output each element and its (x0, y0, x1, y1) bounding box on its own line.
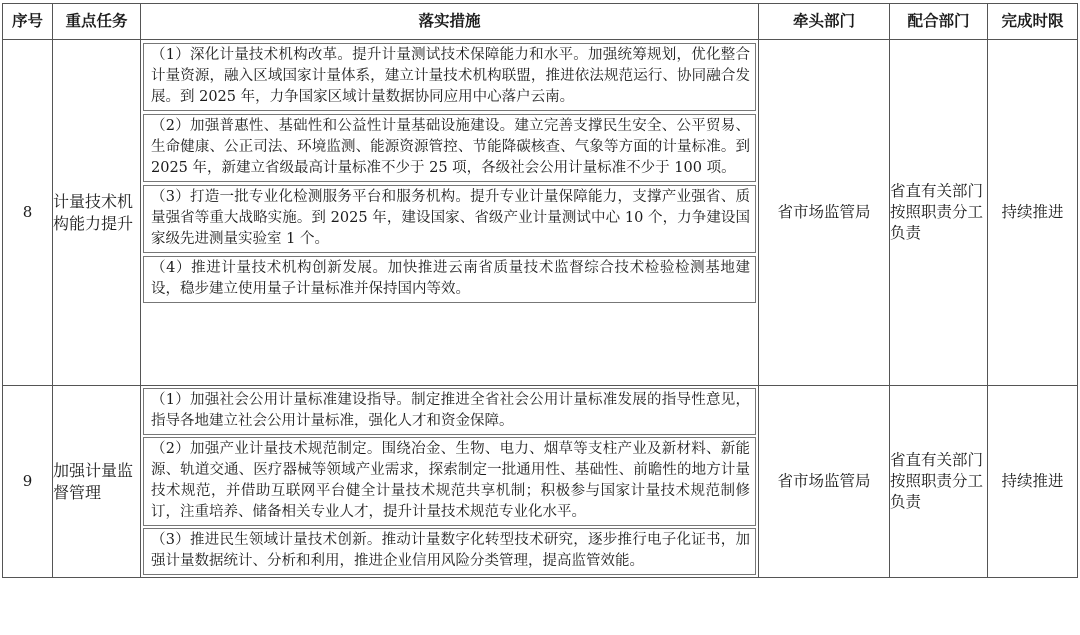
measure-item: （2）加强产业计量技术规范制定。围绕冶金、生物、电力、烟草等支柱产业及新材料、新能源、轨道交通、医疗器械等领域产业需求，探索制定一批通用性、基础性、前瞻性的地方计量技术规范，并借助互联网平台健全计量技术规范共享机制；积极参与国家计量技术规范制修订，注重培养、储备相关专业人才，提升计量技术规范专业化水平。 (143, 437, 756, 526)
measure-item: （2）加强普惠性、基础性和公益性计量基础设施建设。建立完善支撑民生安全、公平贸易、生命健康、公正司法、环境监测、能源资源管控、节能降碳核查、气象等方面的计量标准。到 2025 年，新建立省级最高计量标准不少于 25 项，各级社会公用计量标准不少于 100 项。 (143, 114, 756, 182)
row-number: 8 (3, 40, 53, 386)
lead-department: 省市场监管局 (759, 386, 890, 578)
header-measures: 落实措施 (141, 4, 759, 40)
deadline: 持续推进 (988, 40, 1078, 386)
key-task: 计量技术机构能力提升 (53, 40, 141, 386)
measure-item: （3）打造一批专业化检测服务平台和服务机构。提升专业计量保障能力，支撑产业强省、质量强省等重大战略实施。到 2025 年，建设国家、省级产业计量测试中心 10 个，力争建设国家级先进测量实验室 1 个。 (143, 185, 756, 253)
row-number: 9 (3, 386, 53, 578)
header-coop: 配合部门 (890, 4, 988, 40)
measure-item: （3）推进民生领域计量技术创新。推动计量数字化转型技术研究，逐步推行电子化证书，加强计量数据统计、分析和利用，推进企业信用风险分类管理，提高监管效能。 (143, 528, 756, 575)
table-row (3, 386, 1078, 578)
header-task: 重点任务 (53, 4, 141, 40)
header-lead: 牵头部门 (759, 4, 890, 40)
measure-item: （4）推进计量技术机构创新发展。加快推进云南省质量技术监督综合技术检验检测基地建设，稳步建立使用量子计量标准并保持国内等效。 (143, 256, 756, 303)
measures-cell (141, 386, 759, 578)
measure-item: （1）深化计量技术机构改革。提升计量测试技术保障能力和水平。加强统筹规划，优化整合计量资源，融入区域国家计量体系，建立计量技术机构联盟，推进依法规范运行、协同融合发展。到 2025 年，力争国家区域计量数据协同应用中心落户云南。 (143, 43, 756, 111)
header-no: 序号 (3, 4, 53, 40)
lead-department: 省市场监管局 (759, 40, 890, 386)
key-task: 加强计量监督管理 (53, 386, 141, 578)
table-header-row (3, 4, 1078, 40)
header-deadline: 完成时限 (988, 4, 1078, 40)
cooperating-departments: 省直有关部门按照职责分工负责 (890, 40, 988, 386)
table-row (3, 40, 1078, 386)
measures-table (2, 3, 1078, 578)
deadline: 持续推进 (988, 386, 1078, 578)
measures-cell (141, 40, 759, 386)
measure-item: （1）加强社会公用计量标准建设指导。制定推进全省社会公用计量标准发展的指导性意见，指导各地建立社会公用计量标准，强化人才和资金保障。 (143, 388, 756, 435)
cooperating-departments: 省直有关部门按照职责分工负责 (890, 386, 988, 578)
